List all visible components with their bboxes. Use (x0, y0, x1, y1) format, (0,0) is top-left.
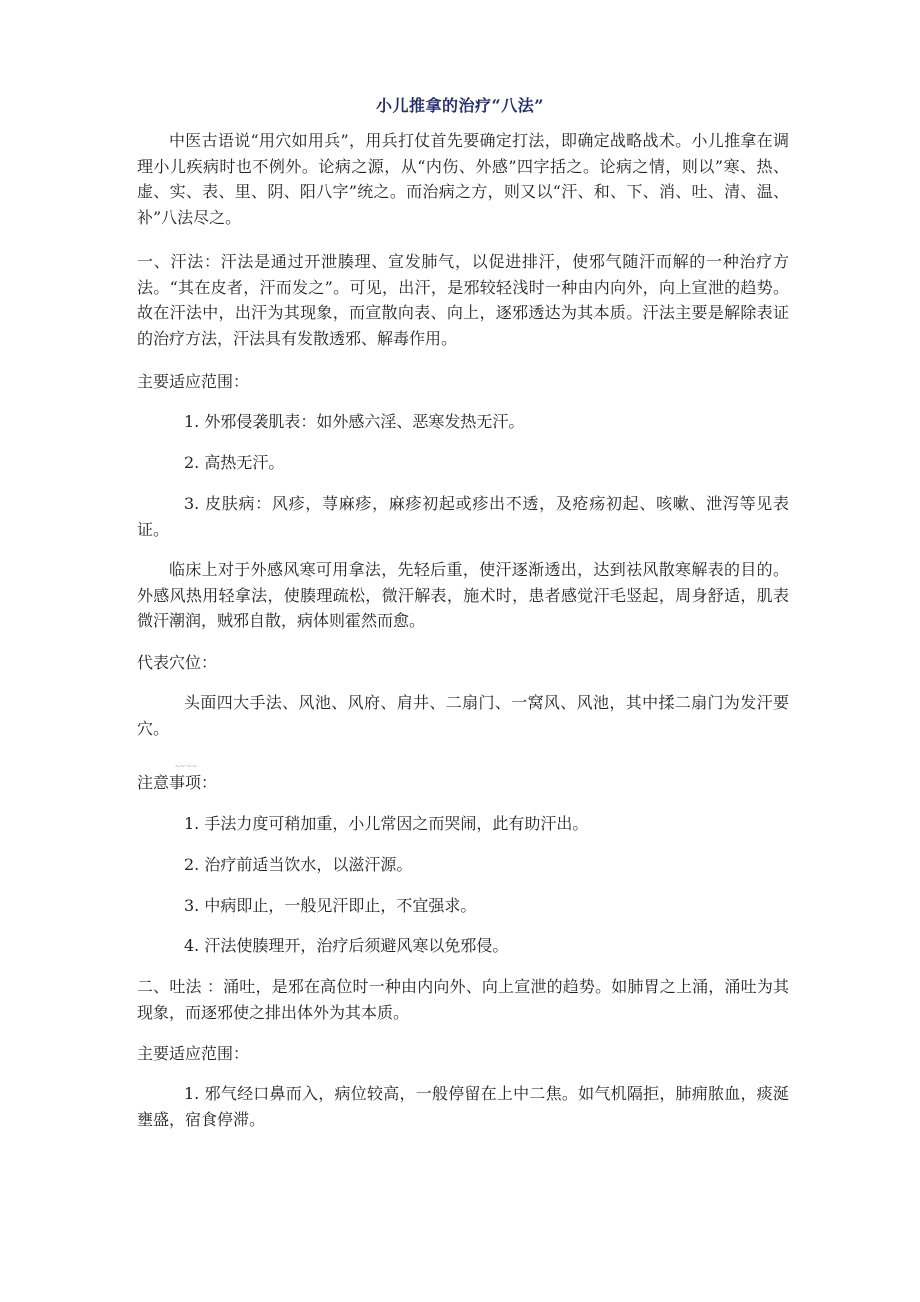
document-title: 小儿推拿的治疗“八法” (376, 96, 544, 115)
han-notes-item: 2. 治疗前适当饮水，以滋汗源。 (184, 855, 413, 874)
tu-scope-item: 1. 邪气经口鼻而入，病位较高，一般停留在上中二焦。如气机隔拒，肺痈脓血，痰涎壅盛，宿食停滞。 (137, 1084, 789, 1129)
tu-scope-heading: 主要适应范围： (137, 1044, 250, 1063)
han-scope-item: 1. 外邪侵袭肌表：如外感六淫、恶寒发热无汗。 (184, 412, 525, 431)
han-notes-item: 3. 中病即止，一般见汗即止，不宜强求。 (184, 896, 477, 915)
han-method-paragraph: 一、汗法：汗法是通过开泄腠理、宣发肺气，以促进排汗，使邪气随汗而解的一种治疗方法。“其在皮者，汗而发之”。可见，出汗，是邪较轻浅时一种由内向外，向上宣泄的趋势。故在汗法中，出汗为其现象，而宣散向表、向上，逐邪透达为其本质。汗法主要是解除表证的治疗方法，汗法具有发散透邪、解毒作用。 (137, 252, 789, 348)
han-scope-item: 2. 高热无汗。 (184, 453, 285, 472)
han-notes-item: 1. 手法力度可稍加重，小儿常因之而哭闹，此有助汗出。 (184, 814, 589, 833)
tu-method-paragraph: 二、吐法 ：涌吐，是邪在高位时一种由内向外、向上宣泄的趋势。如肺胃之上涌，涌吐为其现象，而逐邪使之排出体外为其本质。 (137, 977, 789, 1022)
han-points-paragraph: 头面四大手法、风池、风府、肩井、二扇门、一窝风、风池，其中揉二扇门为发汗要穴。 (137, 693, 789, 738)
han-notes-heading: 注意事项： (137, 773, 218, 792)
intro-paragraph: 中医古语说“用穴如用兵”，用兵打仗首先要确定打法，即确定战略战术。小儿推拿在调理小儿疾病时也不例外。论病之源，从“内伤、外感”四字括之。论病之情，则以”寒、热、虚、实、表、里、阴、阳八字”统之。而治病之方，则又以“汗、和、下、消、吐、清、温、补”八法尽之。 (137, 131, 789, 227)
han-scope-item: 3. 皮肤病：风疹，荨麻疹，麻疹初起或疹出不透，及疮疡初起、咳嗽、泄泻等见表证。 (137, 494, 789, 539)
scan-mark: ~~·~~ (175, 763, 198, 770)
han-clinical-paragraph: 临床上对于外感风寒可用拿法，先轻后重，使汗逐渐透出，达到祛风散寒解表的目的。外感风热用轻拿法，使腠理疏松，微汗解表，施术时，患者感觉汗毛竖起，周身舒适，肌表微汗潮润，贼邪自散，病体则霍然而愈。 (137, 560, 789, 630)
han-points-heading: 代表穴位： (137, 653, 218, 672)
han-scope-heading: 主要适应范围： (137, 372, 250, 391)
han-notes-item: 4. 汗法使腠理开，治疗后须避风寒以免邪侵。 (184, 936, 509, 955)
